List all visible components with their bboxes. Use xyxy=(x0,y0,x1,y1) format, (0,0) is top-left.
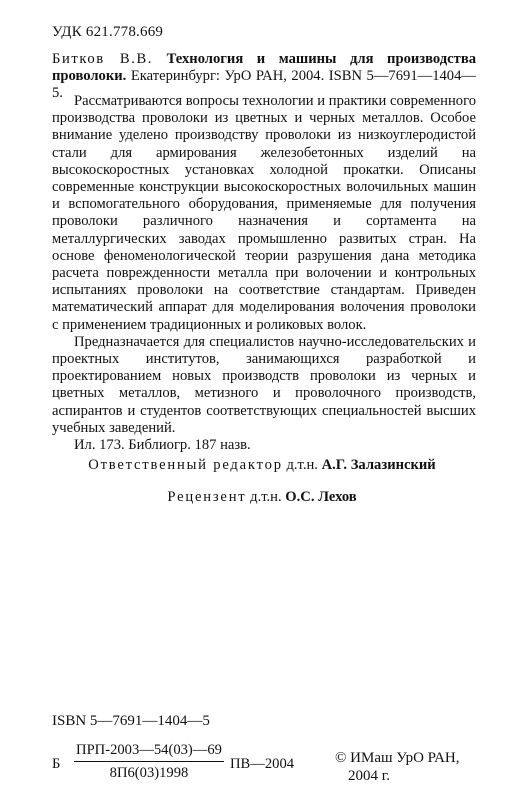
abstract xyxy=(52,93,476,454)
reviewer xyxy=(0,489,524,506)
reviewer-role: Рецензент xyxy=(167,489,247,505)
code-pv: ПВ—2004 xyxy=(230,756,295,772)
abstract-paragraph-1: Рассматриваются вопросы технологии и практики современного производства проволоки из цветных и черных металлов. Особое внимание уделено производству проволоки из низкоуглеродистой стали для армирования железобетонных изделий на высокоскоростных установках холодной прокатки. Описаны современные конструкции высокоскоростных волочильных машин и вспомогательного оборудования, применяемые для получения проволоки различного назначения и сортамента на металлургических заводах промышленно развитых стран. На основе феноменологической теории разрушения дана методика расчета поврежденности металла при волочении и контрольных испытаниях проволоки на соответствие стандартам. Приведен математический аппарат для моделирования волочения проволоки с применением традиционных и роликовых волок. xyxy=(52,93,476,333)
editor-degree: д.т.н. xyxy=(286,457,318,473)
code-letter: Б xyxy=(52,756,61,772)
publishing-code xyxy=(52,742,312,790)
code-numerator: ПРП-2003—54(03)—69 xyxy=(74,742,224,762)
book-author: Битков В.В. xyxy=(52,51,154,67)
code-denominator: 8П6(03)1998 xyxy=(109,765,189,781)
book-title: Технология и машины для производства проволоки. xyxy=(52,51,476,84)
udk-code: УДК 621.778.669 xyxy=(52,24,164,40)
reviewer-name: О.С. Лехов xyxy=(285,489,357,505)
book-imprint: Екатеринбург: УрО РАН, 2004. ISBN 5—7691—1404—5. xyxy=(52,68,476,101)
editor-name: А.Г. Залазинский xyxy=(321,457,436,473)
illustrations-count: Ил. 173. Библиогр. 187 назв. xyxy=(74,437,251,454)
responsible-editor xyxy=(0,457,524,474)
copyright-holder: © ИМаш УрО РАН, xyxy=(335,750,460,766)
reviewer-degree: д.т.н. xyxy=(250,489,282,505)
abstract-paragraph-2: Предназначается для специалистов научно-исследовательских и проектных институтов, занимающихся разработкой и проектированием новых производств проволоки из черных и цветных металлов, метизного и проволочного производств, аспирантов и студентов соответствующих специальностей высших учебных заведений. xyxy=(52,333,476,436)
isbn: ISBN 5—7691—1404—5 xyxy=(52,713,210,729)
editor-role: Ответственный редактор xyxy=(88,457,283,473)
copyright-year: 2004 г. xyxy=(348,768,390,784)
copyright xyxy=(335,749,460,785)
